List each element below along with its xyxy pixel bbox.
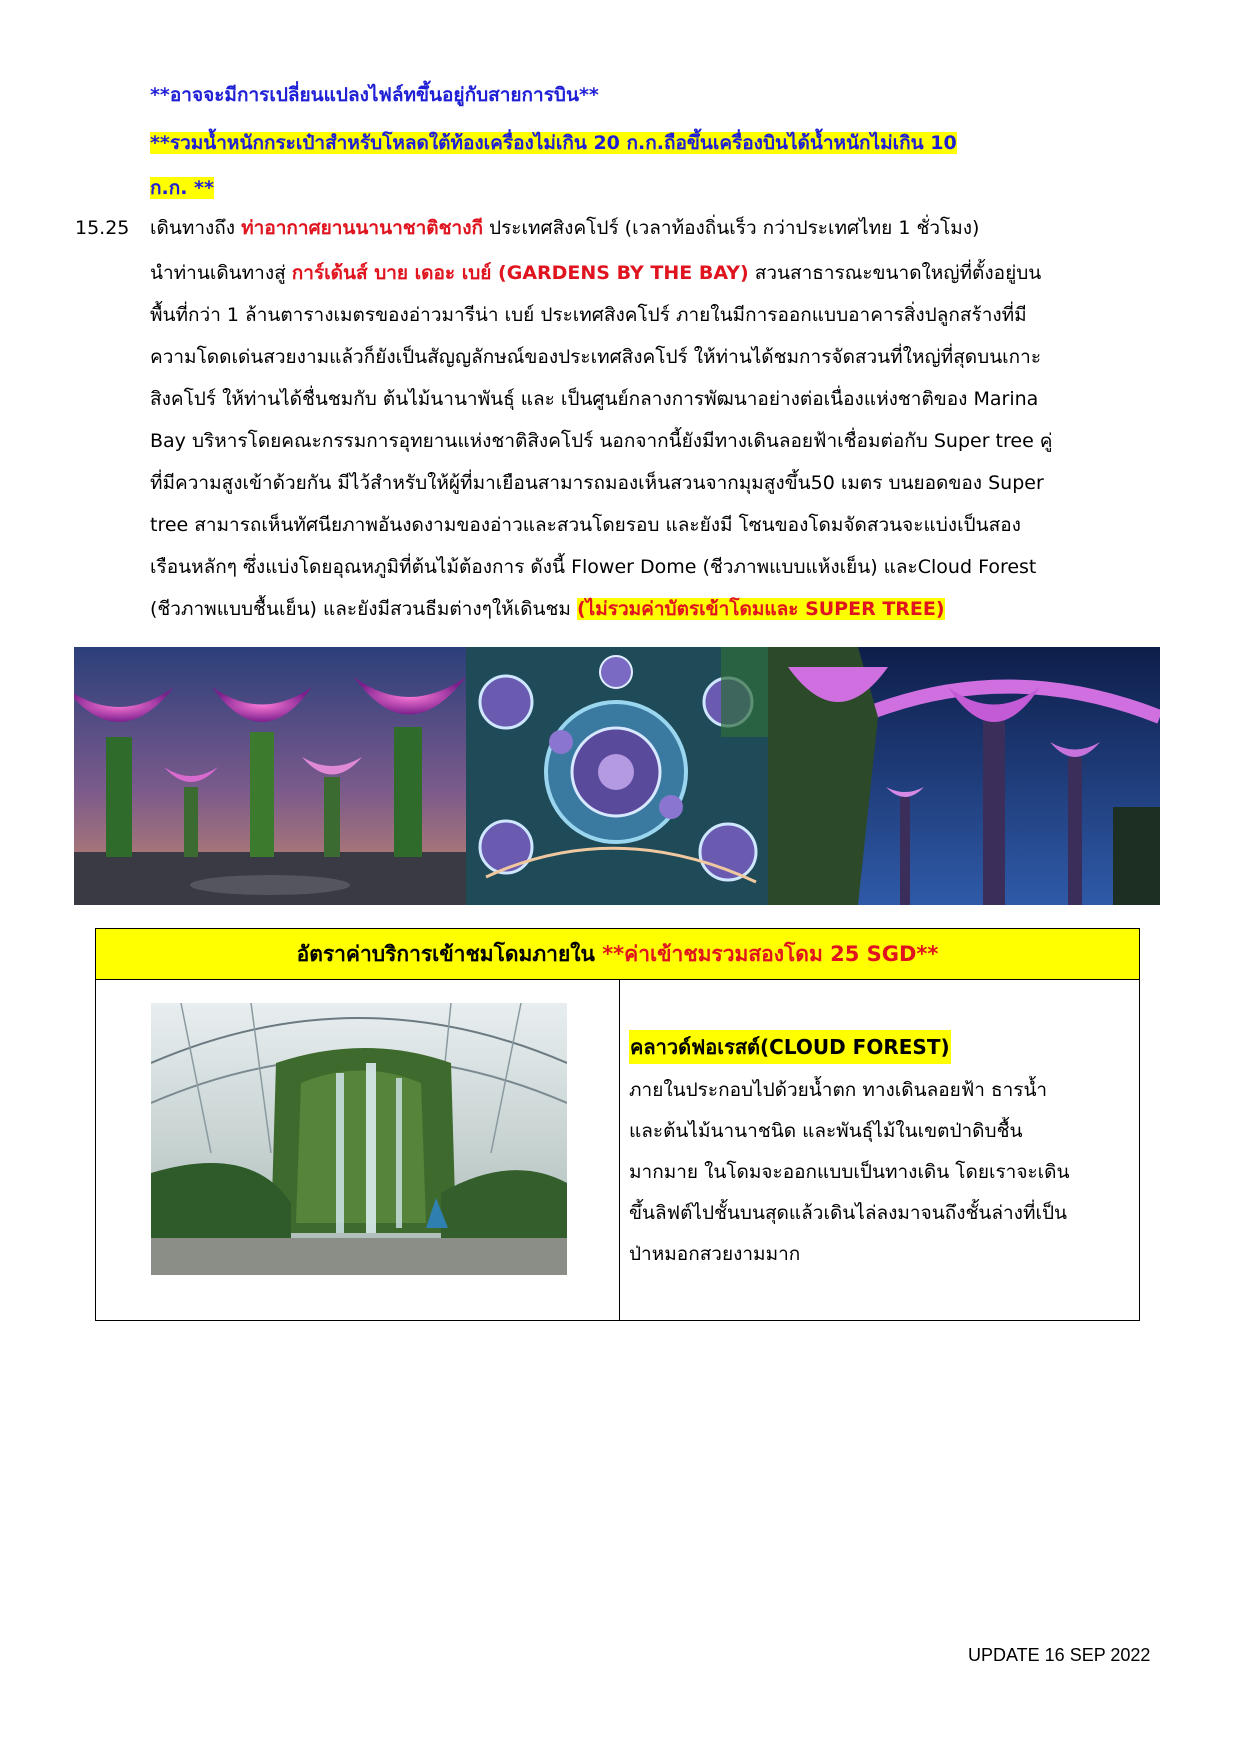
cloud-forest-desc-4: ขึ้นลิฟต์ไปชั้นบนสุดแล้วเดินไล่ลงมาจนถึงชั้นล่างที่เป็น: [629, 1202, 1068, 1224]
table-header: [96, 929, 1139, 980]
excluded-note: (ไม่รวมค่าบัตรเข้าโดมและ SUPER TREE): [577, 598, 945, 620]
cloud-forest-title: คลาวด์ฟอเรสต์(CLOUD FOREST): [629, 1030, 951, 1064]
gardens-line1-suffix: สวนสาธารณะขนาดใหญ่ที่ตั้งอยู่บน: [748, 262, 1042, 284]
arrival-suffix: ประเทศสิงคโปร์ (เวลาท้องถิ่นเร็ว กว่าประเทศไทย 1 ชั่วโมง): [483, 217, 980, 239]
gardens-line-6: ที่มีความสูงเข้าด้วยกัน มีไว้สำหรับให้ผู้ที่มาเยือนสามารถมองเห็นสวนจากมุมสูงขึ้น50 เมตร บนยอดของ Super: [150, 472, 1044, 494]
gardens-line9-text: (ชีวภาพแบบชื้นเย็น) และยังมีสวนธีมต่างๆให้เดินชม: [150, 598, 577, 620]
airport-name: ท่าอากาศยานนานาชาติชางกี: [241, 217, 483, 239]
baggage-note-line1: [150, 128, 957, 158]
gardens-name: การ์เด้นส์ บาย เดอะ เบย์ (GARDENS BY THE BAY): [291, 262, 749, 284]
baggage-note-text1: **รวมน้ำหนักกระเป๋าสำหรับโหลดใต้ท้องเครื่องไม่เกิน 20 ก.ก.ถือขึ้นเครื่องบินได้น้ำหนักไม่เกิน 10: [150, 132, 957, 154]
arrival-line: [150, 213, 979, 243]
gardens-line-2: พื้นที่กว่า 1 ล้านตารางเมตรของอ่าวมารีน่า เบย์ ประเทศสิงคโปร์ ภายในมีการออกแบบอาคารสิ่งปลูกสร้างที่มี: [150, 304, 1027, 326]
cloud-forest-desc-1: ภายในประกอบไปด้วยน้ำตก ทางเดินลอยฟ้า ธารน้ำ: [629, 1079, 1048, 1101]
supertree-aerial-photo: [466, 647, 768, 905]
supertree-night-photo: [74, 647, 466, 905]
cloud-forest-photo: [151, 1003, 567, 1275]
flight-change-note: **อาจจะมีการเปลี่ยนแปลงไฟล์ทขึ้นอยู่กับสายการบิน**: [150, 84, 599, 106]
gardens-line-1: [150, 258, 1160, 288]
update-footer: UPDATE 16 SEP 2022: [968, 1645, 1151, 1665]
arrival-prefix: เดินทางถึง: [150, 217, 242, 239]
table-column-divider: [619, 980, 620, 1321]
baggage-note-line2: [150, 173, 214, 203]
gardens-line-9: [150, 594, 1160, 624]
cloud-forest-desc-5: ป่าหมอกสวยงามมาก: [629, 1243, 801, 1265]
gardens-intro: นำท่านเดินทางสู่: [150, 262, 292, 284]
cloud-forest-desc-2: และต้นไม้นานาชนิด และพันธุ์ไม้ในเขตป่าดิบชื้น: [629, 1120, 1023, 1142]
baggage-note-text2: ก.ก. **: [150, 177, 214, 199]
arrival-time: 15.25: [75, 217, 130, 239]
cloud-forest-desc-3: มากมาย ในโดมจะออกแบบเป็นทางเดิน โดยเราจะเดิน: [629, 1161, 1070, 1183]
gardens-line-7: tree สามารถเห็นทัศนียภาพอันงดงามของอ่าวและสวนโดยรอบ และยังมี โซนของโดมจัดสวนจะแบ่งเป็นสอง: [150, 514, 1021, 536]
gardens-line-5: Bay บริหารโดยคณะกรรมการอุทยานแห่งชาติสิงคโปร์ นอกจากนี้ยังมีทางเดินลอยฟ้าเชื่อมต่อกับ Super tree คู่: [150, 430, 1053, 452]
skyway-photo: [768, 647, 1160, 905]
gardens-line-3: ความโดดเด่นสวยงามแล้วก็ยังเป็นสัญญลักษณ์ของประเทศสิงคโปร์ ให้ท่านได้ชมการจัดสวนที่ใหญ่ที่สุดบนเกาะ: [150, 346, 1042, 368]
table-header-title: อัตราค่าบริการเข้าชมโดมภายใน: [296, 942, 603, 966]
gardens-line-8: เรือนหลักๆ ซึ่งแบ่งโดยอุณหภูมิที่ต้นไม้ต้องการ ดังนี้ Flower Dome (ชีวภาพแบบแห้งเย็น) และCloud Forest: [150, 556, 1037, 578]
table-header-price: **ค่าเข้าชมรวมสองโดม 25 SGD**: [602, 942, 939, 966]
gardens-line-4: สิงคโปร์ ให้ท่านได้ชื่นชมกับ ต้นไม้นานาพันธุ์ และ เป็นศูนย์กลางการพัฒนาอย่างต่อเนื่องแห่งชาติของ Marina: [150, 388, 1039, 410]
